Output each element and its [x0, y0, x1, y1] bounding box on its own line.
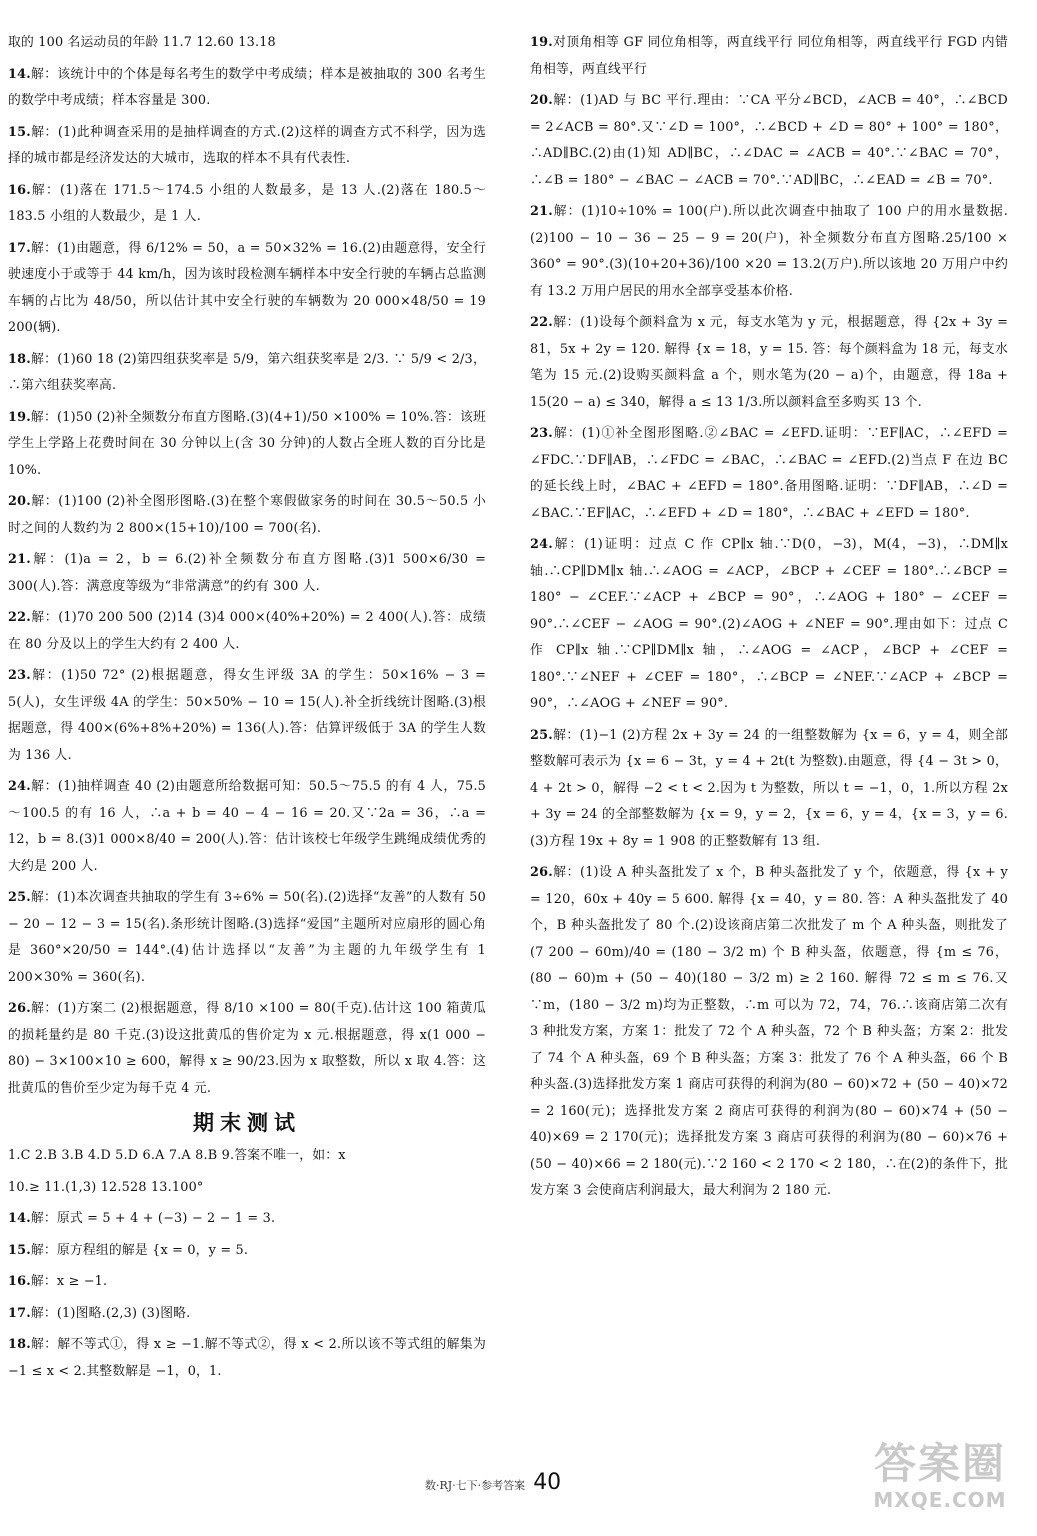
footer-tag: 数·RJ·七下·参考答案 — [425, 1479, 526, 1492]
entry-number: 23. — [530, 426, 553, 441]
answer-entry — [8, 1206, 486, 1233]
answer-entry — [8, 885, 486, 991]
entry-number: 16. — [8, 1274, 31, 1289]
entry-text: 解：(1)由题意，得 6/12% = 50，a = 50×32% = 16.(2)由题意得，安全行驶速度小于或等于 44 km/h，因为该时段检测车辆样本中安全行驶的车辆占总监测车辆的占比为 48/50，所以估计其中安全行驶的车辆数为 20 000×48/50 = 19 200(辆). — [8, 240, 486, 335]
answer-entry — [8, 347, 486, 400]
entry-number: 24. — [8, 779, 31, 794]
entry-number: 26. — [8, 1001, 31, 1016]
answer-entry — [8, 605, 486, 658]
entry-number: 21. — [8, 552, 31, 567]
answer-entry — [8, 1143, 486, 1170]
entry-number: 19. — [530, 35, 553, 50]
answer-entry — [8, 30, 486, 57]
section-title: 期末测试 — [193, 1111, 301, 1135]
entry-text: 对顶角相等 GF 同位角相等，两直线平行 同位角相等，两直线平行 FGD 内错角相等，两直线平行 — [530, 35, 1008, 77]
answer-entry — [530, 88, 1008, 194]
entry-number: 16. — [8, 182, 31, 198]
entry-number: 23. — [8, 668, 31, 683]
entry-text: 解：(1)图略.(2,3) (3)图略. — [30, 1305, 191, 1321]
watermark-logo-text: 答案圈 — [873, 1439, 1006, 1488]
answer-entry — [8, 547, 486, 600]
entry-number: 18. — [8, 1337, 31, 1352]
entry-text: 解：(1)本次调查共抽取的学生有 3÷6% = 50(名).(2)选择“友善”的人数有 50 − 20 − 12 − 3 = 15(名).条形统计图略.(3)选择“爱国”主题所对应扇形的圆心角是 360°×20/50 = 144°.(4)估计选择以“友善”为主题的九年级学生有 1 200×30% = 360(名). — [8, 890, 486, 985]
entry-text: 10.≥ 11.(1,3) 12.528 13.100° — [8, 1179, 204, 1195]
entry-text: 解：(1)50 72° (2)根据题意，得女生评级 3A 的学生：50×16% − 3 = 5(人)，女生评级 4A 的学生：50×50% − 10 = 15(人).补全折线统计图略.(3)根据题意，得 400×(6%+8%+20%) = 136(人).答：估算评级低于 3A 的学生人数为 136 人. — [8, 668, 486, 763]
entry-number: 24. — [530, 537, 553, 552]
entry-text: 解：解不等式①，得 x ≥ −1.解不等式②，得 x < 2.所以该不等式组的解集为 −1 ≤ x < 2.其整数解是 −1，0，1. — [8, 1337, 486, 1379]
entry-text: 1.C 2.B 3.B 4.D 5.D 6.A 7.A 8.B 9.答案不唯一，如：x — [8, 1148, 346, 1163]
entry-text: 解：(1)a = 2，b = 6.(2)补全频数分布直方图略.(3)1 500×6/30 = 300(人).答：满意度等级为“非常满意”的约有 300 人. — [8, 552, 486, 594]
entry-text: 解：(1)60 18 (2)第四组获奖率是 5/9，第六组获奖率是 2/3. ∵ 5/9 < 2/3，∴第六组获奖率高. — [8, 351, 486, 393]
answer-entry — [8, 1301, 486, 1328]
entry-number: 17. — [8, 240, 31, 256]
entry-text: 解：(1)AD 与 BC 平行.理由：∵CA 平分∠BCD，∠ACB = 40°，∴∠BCD = 2∠ACB = 80°.又∵∠D = 100°，∴∠BCD + ∠D = 80° + 100° = 180°，∴AD∥BC.(2)由(1)知 AD∥BC，∴∠DAC = ∠ACB = 40°.∵∠BAC = 70°，∴∠B = 180° − ∠BAC − ∠ACB = 70°.∵AD∥BC，∴∠EAD = ∠B = 70°. — [530, 93, 1008, 188]
answer-entry — [530, 310, 1008, 416]
entry-text: 解：(1)70 200 500 (2)14 (3)4 000×(40%+20%) = 2 400(人).答：成绩在 80 分及以上的学生大约有 2 400 人. — [8, 610, 486, 652]
entry-text: 解：(1)此种调查采用的是抽样调查的方式.(2)这样的调查方式不科学，因为选择的城市都是经济发达的大城市，选取的样本不具有代表性. — [8, 124, 486, 166]
answer-entry — [530, 532, 1008, 718]
entry-number: 15. — [8, 124, 31, 140]
answer-entry — [8, 236, 486, 342]
answer-entry — [8, 774, 486, 880]
entry-number: 14. — [8, 66, 31, 82]
right-column — [530, 30, 1008, 1210]
answer-entry — [530, 723, 1008, 856]
answer-entry — [8, 1238, 486, 1265]
entry-text: 取的 100 名运动员的年龄 11.7 12.60 13.18 — [8, 35, 276, 50]
entry-number: 21. — [530, 204, 553, 219]
entry-number: 15. — [8, 1242, 31, 1258]
answer-entry — [530, 860, 1008, 1205]
entry-text: 解：x ≥ −1. — [30, 1274, 108, 1289]
left-column — [8, 30, 486, 1390]
entry-number: 17. — [8, 1305, 31, 1321]
entry-number: 18. — [8, 351, 31, 367]
entry-text: 解：(1)落在 171.5～174.5 小组的人数最多，是 13 人.(2)落在 180.5～183.5 小组的人数最少，是 1 人. — [8, 182, 486, 224]
entry-number: 20. — [8, 494, 31, 509]
entry-number: 25. — [8, 890, 31, 905]
entry-text: 解：(1)−1 (2)方程 2x + 3y = 24 的一组整数解为 {x = 6，y = 4，则全部整数解可表示为 {x = 6 − 3t，y = 4 + 2t(t 为整数).由题意，得 {4 − 3t > 0，4 + 2t > 0，解得 −2 < t < 2.因为 t 为整数，所以 t = −1，0，1.所以方程 2x + 3y = 24 的全部整数解为 {x = 9，y = 2，{x = 6，y = 4，{x = 3，y = 6.(3)方程 19x + 8y = 1 908 的正整数解有 13 组. — [530, 727, 1008, 849]
answer-entry — [530, 199, 1008, 305]
entry-number: 26. — [530, 865, 553, 880]
answer-entry — [8, 489, 486, 542]
watermark-logo — [850, 1440, 1030, 1530]
entry-number: 20. — [530, 93, 553, 108]
answer-entry — [8, 663, 486, 769]
answer-entry — [8, 62, 486, 115]
entry-text: 解：原方程组的解是 {x = 0，y = 5. — [30, 1242, 249, 1258]
entry-text: 解：(1)抽样调查 40 (2)由题意所给数据可知：50.5～75.5 的有 4 人，75.5～100.5 的有 16 人，∴a + b = 40 − 4 − 16 = 20.又∵2a = 36，∴a = 12，b = 8.(3)1 000×8/40 = 200(人).答：估计该校七年级学生跳绳成绩优秀的大约是 200 人. — [8, 779, 486, 874]
entry-text: 解：原式 = 5 + 4 + (−3) − 2 − 1 = 3. — [30, 1211, 276, 1226]
entry-number: 25. — [530, 727, 553, 743]
answer-entry — [8, 1332, 486, 1385]
entry-text: 解：(1)50 (2)补全频数分布直方图略.(3)(4+1)/50 ×100% = 10%.答：该班学生上学路上花费时间在 30 分钟以上(含 30 分钟)的人数占全班人数的百分比是 10%. — [8, 409, 486, 478]
entry-text: 解：(1)设每个颜料盒为 x 元，每支水笔为 y 元，根据题意，得 {2x + 3y = 81，5x + 2y = 120. 解得 {x = 18，y = 15. 答：每个颜料盒为 18 元，每支水笔为 15 元.(2)设购买颜料盒 a 个，则水笔为(20 − a)个，由题意，得 18a + 15(20 − a) ≤ 340，解得 a ≤ 13 1/3.所以颜料盒至多购买 13 个. — [530, 315, 1008, 410]
entry-number: 22. — [8, 610, 31, 625]
watermark-url: MXQE.COM — [873, 1488, 1007, 1512]
page-number: 40 — [533, 1470, 562, 1495]
answer-entry — [8, 120, 486, 173]
entry-text: 解：(1)100 (2)补全图形图略.(3)在整个寒假做家务的时间在 30.5～50.5 小时之间的人数约为 2 800×(15+10)/100 = 700(名). — [8, 494, 486, 536]
page-footer — [425, 1470, 625, 1495]
answer-entry — [8, 996, 486, 1102]
entry-number: 19. — [8, 409, 31, 425]
entry-text: 解：该统计中的个体是每名考生的数学中考成绩；样本是被抽取的 300 名考生的数学中考成绩；样本容量是 300. — [8, 66, 486, 108]
entry-text: 解：(1)设 A 种头盔批发了 x 个，B 种头盔批发了 y 个，依题意，得 {x + y = 120，60x + 40y = 5 600. 解得 {x = 40，y = 80. 答：A 种头盔批发了 40 个，B 种头盔批发了 80 个.(2)设该商店第二次批发了 m 个 A 种头盔，则批发了 (7 200 − 60m)/40 = (180 − 3/2 m) 个 B 种头盔，依题意，得 {m ≤ 76，(80 − 60)m + (50 − 40)(180 − 3/2 m) ≥ 2 160. 解得 72 ≤ m ≤ 76.又∵m，(180 − 3/2 m)均为正整数，∴m 可以为 72，74，76.∴该商店第二次有 3 种批发方案，方案 1：批发了 72 个 A 种头盔，72 个 B 种头盔；方案 2：批发了 74 个 A 种头盔，69 个 B 种头盔；方案 3：批发了 76 个 A 种头盔，66 个 B 种头盔.(3)选择批发方案 1 商店可获得的利润为(80 − 60)×72 + (50 − 40)×72 = 2 160(元)；选择批发方案 2 商店可获得的利润为(80 − 60)×74 + (50 − 40)×69 = 2 170(元)；选择批发方案 3 商店可获得的利润为(80 − 60)×76 + (50 − 40)×66 = 2 180(元).∵2 160 < 2 170 < 2 180，∴在(2)的条件下，批发方案 3 会使商店利润最大，最大利润为 2 180 元. — [530, 865, 1008, 1198]
answer-entry — [8, 405, 486, 485]
answer-entry — [8, 1175, 486, 1202]
entry-text: 解：(1)10÷10% = 100(户).所以此次调查中抽取了 100 户的用水量数据.(2)100 − 10 − 36 − 25 − 9 = 20(户)，补全频数分布直方图略.25/100 × 360° = 90°.(3)(10+20+36)/100 ×20 = 13.2(万户).所以该地 20 万用户中约有 13.2 万用户居民的用水全部享受基本价格. — [530, 204, 1008, 299]
answer-entry — [530, 421, 1008, 527]
answer-entry — [8, 1269, 486, 1296]
entry-text: 解：(1)证明：过点 C 作 CP∥x 轴.∵D(0，−3)，M(4，−3)，∴DM∥x 轴.∴CP∥DM∥x 轴.∴∠AOG = ∠ACP，∠BCP + ∠CEF = 180°.∴∠BCP = 180° − ∠CEF.∵∠ACP + ∠BCP = 90°，∴∠AOG + 180° − ∠CEF = 90°.∴∠CEF − ∠AOG = 90°.(2)∠AOG + ∠NEF = 90°.理由如下：过点 C 作 CP∥x 轴.∵CP∥DM∥x 轴，∴∠AOG = ∠ACP，∠BCP + ∠CEF = 180°.∵∠NEF + ∠CEF = 180°，∴∠BCP = ∠NEF.∵∠ACP + ∠BCP = 90°，∴∠AOG + ∠NEF = 90°. — [530, 537, 1008, 711]
answer-entry — [530, 30, 1008, 83]
entry-number: 22. — [530, 315, 553, 330]
entry-text: 解：(1)方案二 (2)根据题意，得 8/10 ×100 = 80(千克).估计这 100 箱黄瓜的损耗量约是 80 千克.(3)设这批黄瓜的售价定为 x 元.根据题意，得 x(1 000 − 80) − 3×100×10 ≥ 600，解得 x ≥ 90/23.因为 x 取整数，所以 x 取 4.答：这批黄瓜的售价至少定为每千克 4 元. — [8, 1001, 486, 1096]
answer-entry — [8, 178, 486, 231]
entry-text: 解：(1)①补全图形图略.②∠BAC = ∠EFD.证明：∵EF∥AC，∴∠EFD = ∠FDC.∵DF∥AB，∴∠FDC = ∠BAC，∴∠BAC = ∠EFD.(2)当点 F 在边 BC 的延长线上时，∠BAC + ∠EFD = 180°.备用图略.证明：∵DF∥AB，∴∠D = ∠BAC.∵EF∥AC，∴∠EFD + ∠D = 180°，∴∠BAC + ∠EFD = 180°. — [530, 426, 1008, 521]
entry-number: 14. — [8, 1211, 31, 1226]
